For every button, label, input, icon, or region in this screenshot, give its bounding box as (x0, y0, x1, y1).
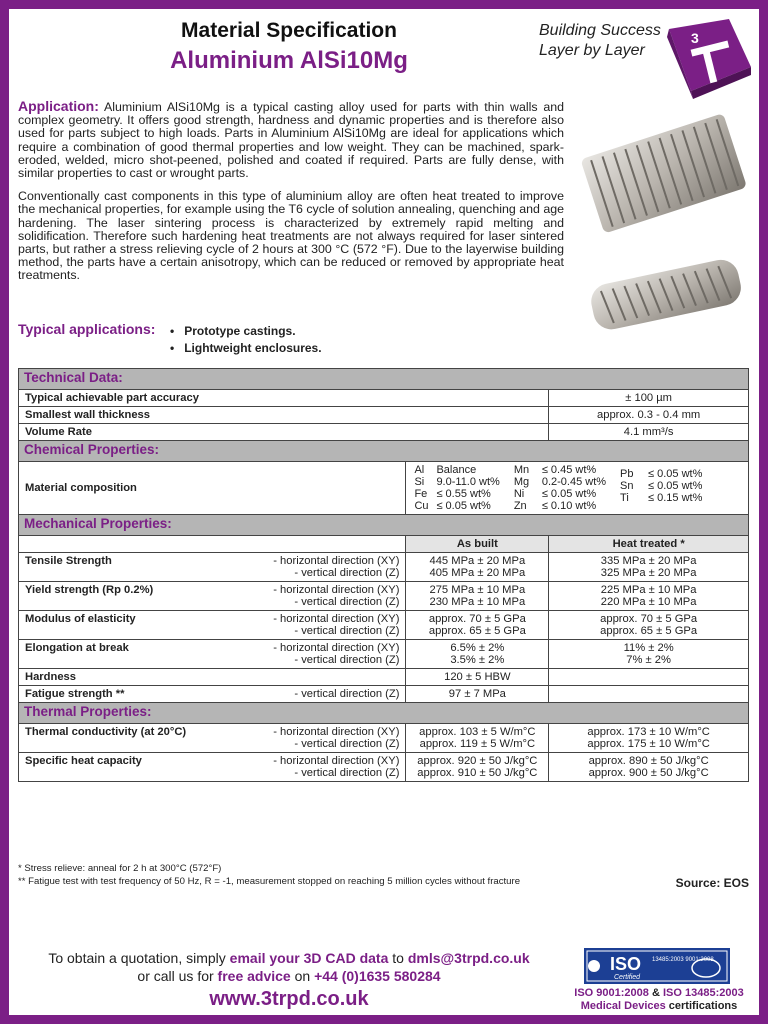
heat-capacity-ab-xy: approx. 920 ± 50 J/kg°C (417, 755, 538, 767)
table-row: Fatigue strength ** - vertical direction (Z) 97 ± 7 MPa (19, 686, 749, 703)
application-text: Aluminium AlSi10Mg is a typical casting alloy used for parts with thin walls and complex geometry. It offers good strength, hardness and dynamic properties and is therefore also used for parts subject to high loads. Parts in Aluminium AlSi10Mg are ideal for applications which require a combination of good thermal properties and low weight. They can be machined, spark-eroded, welded, micro shot-peened, polished and coated if required. Parts are fully dense, with similar properties to cast or wrought parts. (18, 100, 564, 181)
table-row: Specific heat capacity - horizontal direction (XY) - vertical direction (Z) approx. 920 ± 50 J/kg°C approx. 910 ± 50 J/kg°C approx. 890 ± 50 J/kg°C approx. 900 ± 50 J/kg°C (19, 753, 749, 782)
source-label: Source: EOS (675, 876, 749, 890)
yield-ab-z: 230 MPa ± 10 MPa (429, 596, 526, 608)
logo-text: 3 (691, 30, 699, 46)
wall-thickness-value: approx. 0.3 - 0.4 mm (549, 407, 749, 424)
heat-capacity-label: Specific heat capacity (19, 753, 253, 782)
table-row: Modulus of elasticity - horizontal direction (XY) - vertical direction (Z) approx. 70 ± 5 GPa approx. 65 ± 5 GPa approx. 70 ± 5 GPa approx. 65 ± 5 GPa (19, 611, 749, 640)
spec-table (18, 368, 749, 782)
thermal-properties-header: Thermal Properties: (19, 703, 749, 724)
certifications: ISO 9001:2008 & ISO 13485:2003 Medical Devices certifications (574, 987, 744, 1012)
wall-thickness-label: Smallest wall thickness (19, 407, 549, 424)
email-link[interactable]: dmls@3trpd.co.uk (407, 950, 530, 966)
conductivity-label: Thermal conductivity (at 20°C) (19, 724, 253, 753)
tensile-ab-xy: 445 MPa ± 20 MPa (429, 555, 526, 567)
iso-badge-certified: Certified (614, 974, 641, 981)
composition-col-1: Al Balance Si 9.0-11.0 wt% Fe ≤ 0.55 wt% Cu ≤ 0.05 wt% (414, 464, 500, 512)
col-as-built: As built (406, 536, 549, 553)
list-item: • Lightweight enclosures. (170, 340, 322, 357)
phone-link[interactable]: +44 (0)1635 580284 (314, 968, 441, 984)
accuracy-value: ± 100 µm (549, 390, 749, 407)
composition-col-2: Mn ≤ 0.45 wt% Mg 0.2-0.45 wt% Ni ≤ 0.05 wt% Zn ≤ 0.10 wt% (513, 464, 607, 512)
elongation-ht-xy: 11% ± 2% (623, 642, 674, 654)
table-row (19, 536, 749, 553)
elongation-ab-z: 3.5% ± 2% (450, 654, 505, 666)
conductivity-ht-xy: approx. 173 ± 10 W/m°C (587, 726, 710, 738)
conductivity-ab-xy: approx. 103 ± 5 W/m°C (419, 726, 536, 738)
tensile-ht-xy: 335 MPa ± 20 MPa (600, 555, 697, 567)
iso-badge-text: ISO (610, 954, 642, 974)
composition-col-3: Pb ≤ 0.05 wt% Sn ≤ 0.05 wt% Ti ≤ 0.15 wt% (620, 468, 703, 504)
table-row: Yield strength (Rp 0.2%) - horizontal direction (XY) - vertical direction (Z) 275 MPa ± 10 MPa 230 MPa ± 10 MPa 225 MPa ± 10 MPa 220 MPa ± 10 MPa (19, 582, 749, 611)
heat-treatment-paragraph: Conventionally cast components in this type of aluminium alloy are often heat treated to improve the mechanical properties, for example using the T6 cycle of solution annealing, quenching and age hardening. The laser sintering process is characterized by extremely rapid melting and solidification. Therefore such hardening heat treatments are not always required for laser sintered parts, but rather a stress relieving cycle of 2 hours at 300 °C (572 °F). Due to the layerwise building method, the parts have a certain anisotropy, which can be reduced or removed by appropriate heat treatments. (18, 189, 564, 283)
conductivity-ab-z: approx. 119 ± 5 W/m°C (419, 738, 536, 750)
conductivity-ht-z: approx. 175 ± 10 W/m°C (587, 738, 710, 750)
footnote-stress-relieve: * Stress relieve: anneal for 2 h at 300°C (572°F) (18, 863, 222, 874)
elongation-label: Elongation at break (19, 640, 253, 669)
volume-rate-label: Volume Rate (19, 424, 549, 441)
elongation-ht-z: 7% ± 2% (626, 654, 671, 666)
heat-exchanger-photo (575, 104, 751, 354)
table-row: Tensile Strength - horizontal direction (XY) - vertical direction (Z) 445 MPa ± 20 MPa 405 MPa ± 20 MPa 335 MPa ± 20 MPa 325 MPa ± 20 MPa (19, 553, 749, 582)
typical-applications-list (170, 323, 322, 357)
yield-ht-z: 220 MPa ± 10 MPa (600, 596, 697, 608)
email-cad-link[interactable]: email your 3D CAD data (229, 950, 389, 966)
yield-label: Yield strength (Rp 0.2%) (19, 582, 253, 611)
table-row: Elongation at break - horizontal direction (XY) - vertical direction (Z) 6.5% ± 2% 3.5% ± 2% 11% ± 2% 7% ± 2% (19, 640, 749, 669)
hardness-value: 120 ± 5 HBW (406, 669, 549, 686)
fatigue-value: 97 ± 7 MPa (406, 686, 549, 703)
footnote-fatigue: ** Fatigue test with test frequency of 50 Hz, R = -1, measurement stopped on reaching 5 million cycles without fracture (18, 876, 521, 887)
website-link[interactable]: www.3trpd.co.uk (209, 988, 369, 1010)
technical-data-header: Technical Data: (19, 369, 749, 390)
table-row (19, 407, 749, 424)
typical-applications-label: Typical applications: (18, 321, 156, 337)
3t-logo-icon (651, 19, 751, 99)
list-item: • Prototype castings. (170, 323, 322, 340)
modulus-ht-z: approx. 65 ± 5 GPa (600, 625, 698, 637)
heat-capacity-ab-z: approx. 910 ± 50 J/kg°C (417, 767, 538, 779)
iso-certified-badge-icon (584, 948, 730, 984)
spec-sheet (9, 9, 759, 1015)
footnotes (18, 862, 520, 888)
tensile-ab-z: 405 MPa ± 20 MPa (429, 567, 526, 579)
table-row (19, 424, 749, 441)
table-row (19, 669, 749, 686)
intro-text (18, 100, 564, 293)
table-row (19, 462, 749, 515)
hardness-label: Hardness (19, 669, 406, 686)
slogan-line-2: Layer by Layer (539, 42, 645, 59)
heat-capacity-ht-z: approx. 900 ± 50 J/kg°C (588, 767, 709, 779)
page-title: Material Specification (181, 19, 397, 42)
slogan-line-1: Building Success (539, 22, 661, 39)
mechanical-properties-header: Mechanical Properties: (19, 515, 749, 536)
chemical-properties-header: Chemical Properties: (19, 441, 749, 462)
modulus-label: Modulus of elasticity (19, 611, 253, 640)
accuracy-label: Typical achievable part accuracy (19, 390, 549, 407)
modulus-ht-xy: approx. 70 ± 5 GPa (600, 613, 698, 625)
modulus-ab-z: approx. 65 ± 5 GPa (428, 625, 526, 637)
tensile-ht-z: 325 MPa ± 20 MPa (600, 567, 697, 579)
slogan (539, 21, 661, 61)
application-label: Application: (18, 98, 99, 114)
quotation-info: To obtain a quotation, simply email your 3D CAD data to dmls@3trpd.co.uk or call us for free advice on +44 (0)1635 580284 (48, 950, 530, 984)
yield-ab-xy: 275 MPa ± 10 MPa (429, 584, 526, 596)
elongation-ab-xy: 6.5% ± 2% (450, 642, 505, 654)
material-name: Aluminium AlSi10Mg (170, 47, 408, 74)
col-heat-treated: Heat treated * (549, 536, 749, 553)
heat-capacity-ht-xy: approx. 890 ± 50 J/kg°C (588, 755, 709, 767)
yield-ht-xy: 225 MPa ± 10 MPa (600, 584, 697, 596)
table-row: Thermal conductivity (at 20°C) - horizontal direction (XY) - vertical direction (Z) approx. 103 ± 5 W/m°C approx. 119 ± 5 W/m°C approx. 173 ± 10 W/m°C approx. 175 ± 10 W/m°C (19, 724, 749, 753)
composition-label: Material composition (19, 462, 406, 515)
iso-badge-small: 13485:2003 9001:2008 (652, 957, 714, 963)
free-advice-text: free advice (217, 968, 291, 984)
tensile-label: Tensile Strength (19, 553, 253, 582)
composition-values (406, 462, 749, 515)
table-row (19, 390, 749, 407)
volume-rate-value: 4.1 mm³/s (549, 424, 749, 441)
modulus-ab-xy: approx. 70 ± 5 GPa (428, 613, 526, 625)
fatigue-label: Fatigue strength ** (19, 686, 253, 703)
